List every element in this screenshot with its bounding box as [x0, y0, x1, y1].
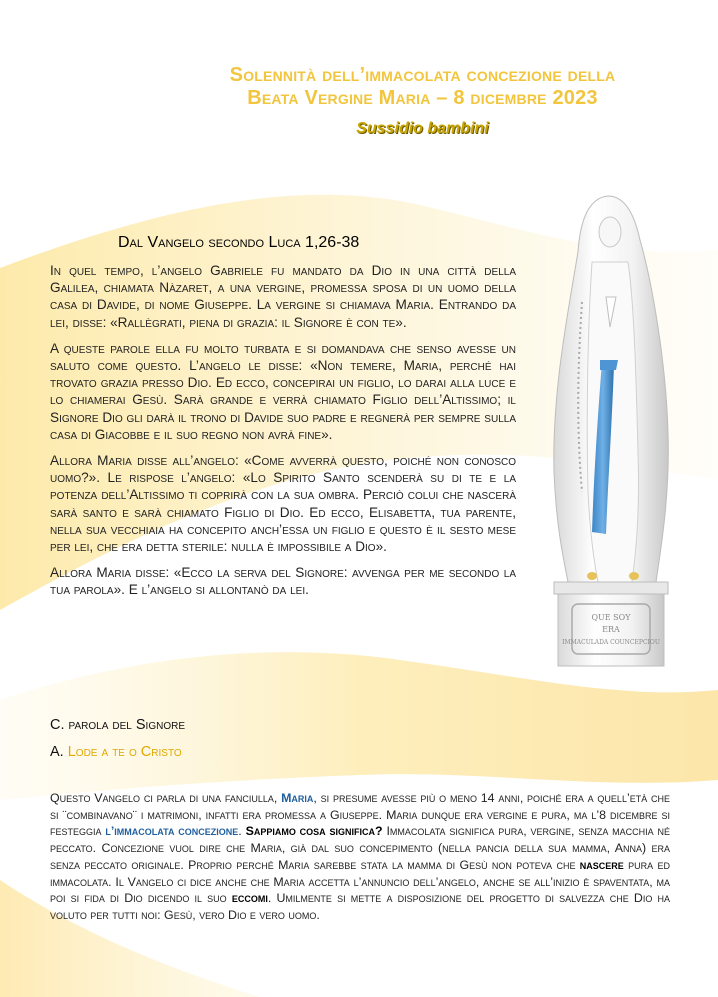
response-celebrant: C. parola del Signore: [50, 717, 185, 733]
commentary-text: [50, 790, 670, 924]
svg-text:ERA: ERA: [602, 625, 620, 634]
response-assembly-text: Lode a te o Cristo: [67, 744, 182, 760]
highlight-immacolata: l’immacolata concezione: [105, 824, 239, 839]
highlight-nascere: nascere: [579, 857, 624, 872]
gospel-heading: Dal Vangelo secondo Luca 1,26-38: [118, 234, 360, 251]
highlight-maria: Maria: [281, 791, 314, 805]
page-title: [150, 64, 695, 110]
svg-text:QUE SOY: QUE SOY: [591, 613, 631, 622]
comment-part: pura ed immacolata. Il Vangelo ci dice anche che Maria accetta l’annuncio dell’angelo, anche se all’inizio è spaventata, ma poi si fida di Dio dicendo il suo: [50, 857, 670, 906]
page-subtitle: Sussidio bambini: [356, 120, 489, 137]
title-line-1: Solennità dell’immacolata concezione della: [229, 64, 616, 86]
response-assembly-label: A.: [50, 744, 64, 760]
gospel-paragraph: Allora Maria disse: «Ecco la serva del Signore: avvenga per me secondo la tua parola». E l’angelo si allontanò da lei.: [50, 565, 516, 598]
title-line-2: Beata Vergine Maria – 8 dicembre 2023: [247, 87, 598, 109]
comment-part: .: [238, 824, 246, 839]
virgin-mary-statue-image: [548, 192, 674, 668]
highlight-eccomi: eccomi: [231, 891, 268, 906]
gospel-paragraph: A queste parole ella fu molto turbata e si domandava che senso avesse un saluto come questo. L’angelo le disse: «Non temere, Maria, perché hai trovato grazia presso Dio. Ed ecco, concepirai un figlio, lo darai alla luce e lo chiamerai Gesù. Sarà grande e verrà chiamato Figlio dell’Altissimo; il Signore Dio gli darà il trono di Davide suo padre e regnerà per sempre sulla casa di Giacobbe e il suo regno non avrà fine».: [50, 340, 516, 442]
gospel-text: [50, 262, 516, 608]
comment-part: Immacolata significa pura, vergine, senza macchia né peccato. Concezione vuol dire che Maria, già dal suo concepimento (nella pancia della sua mamma, Anna) era senza peccato originale. Proprio perché Maria sarebbe stata la mamma di Gesù non poteva che: [50, 824, 671, 872]
comment-part: Questo Vangelo ci parla di una fanciulla,: [50, 791, 282, 805]
svg-text:IMMACULADA COUNCEPCIOU: IMMACULADA COUNCEPCIOU: [562, 639, 660, 646]
comment-part: . Umilmente si mette a disposizione del progetto di salvezza che Dio ha voluto per tutti noi: Gesù, vero Dio e vero uomo.: [50, 891, 670, 922]
comment-part: , si presume avesse più o meno 14 anni, poiché era a quell’età che si ¨combinavano¨ i matrimoni, infatti era promessa a Giuseppe. Maria dunque era vergine e pura, ma l’8 dicembre si festeggia: [50, 791, 670, 839]
gospel-paragraph: In quel tempo, l’angelo Gabriele fu mandato da Dio in una città della Galilea, chiamata Nàzaret, a una vergine, promessa sposa di un uomo della casa di Davide, di nome Giuseppe. La vergine si chiamava Maria. Entrando da lei, disse: «Rallègrati, piena di grazia: il Signore è con te».: [50, 263, 516, 330]
highlight-sappiamo: Sappiamo cosa significa?: [245, 824, 383, 839]
gospel-paragraph: Allora Maria disse all’angelo: «Come avverrà questo, poiché non conosco uomo?». Le rispose l’angelo: «Lo Spirito Santo scenderà su di te e la potenza dell’Altissimo ti coprirà con la sua ombra. Perciò colui che nascerà sarà santo e sarà chiamato Figlio di Dio. Ed ecco, Elisabetta, tua parente, nella sua vecchiaia ha concepito anch’essa un figlio e questo è il sesto mese per lei, che era detta sterile: nulla è impossibile a Dio».: [50, 453, 516, 555]
response-assembly: [50, 744, 182, 760]
